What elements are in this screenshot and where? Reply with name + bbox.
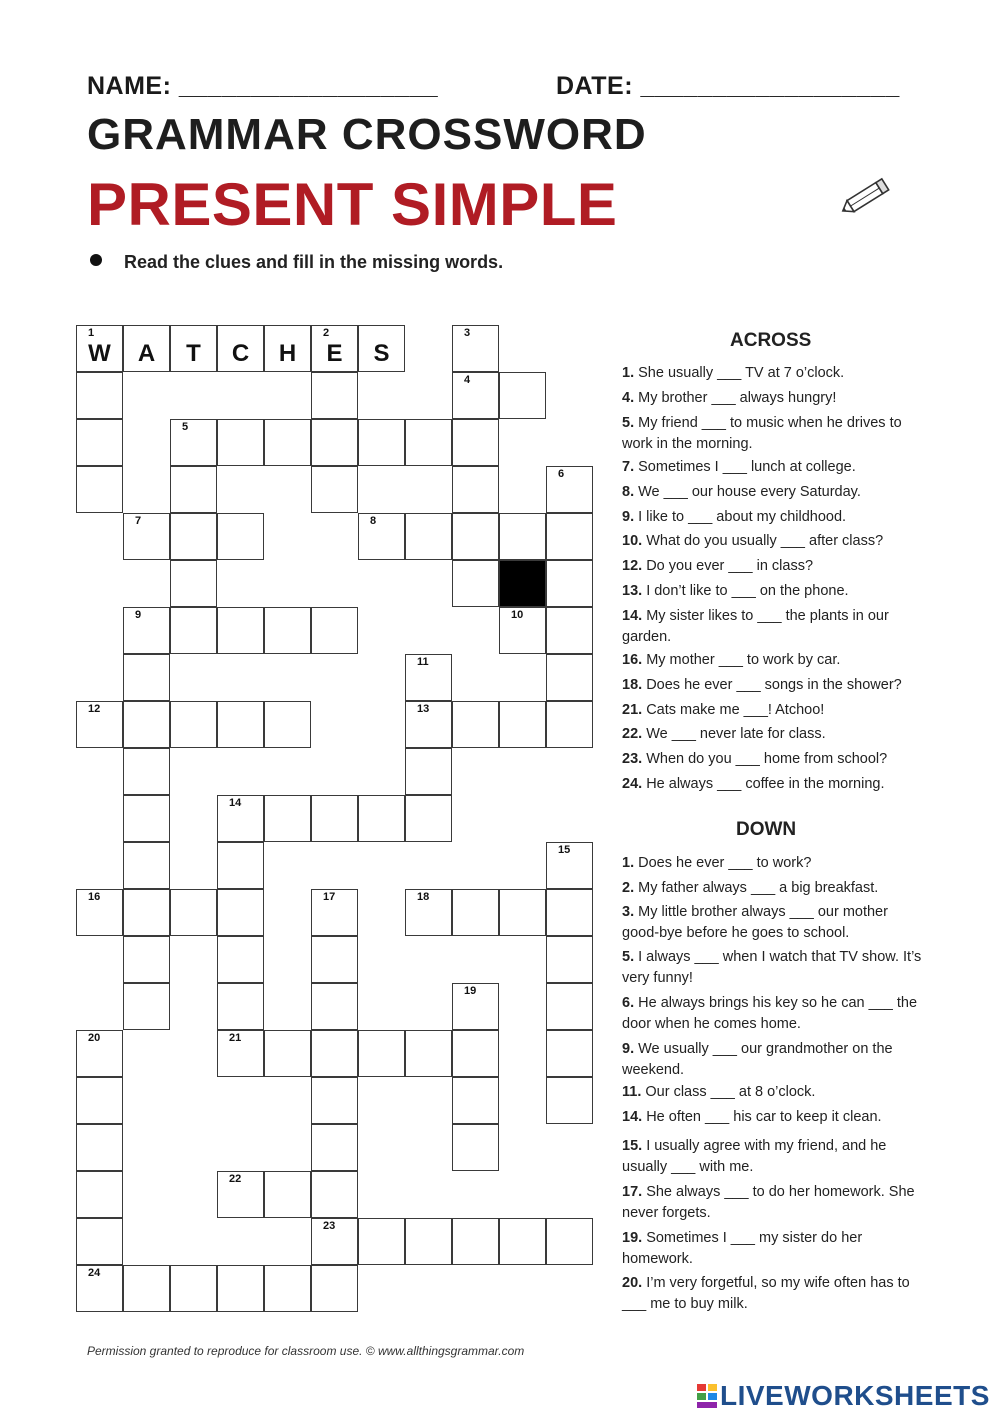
clue-num: 15. [622,1138,647,1154]
crossword-cell[interactable] [170,701,217,748]
crossword-cell[interactable] [452,1218,499,1265]
crossword-cell[interactable] [546,560,593,607]
clue-text: My mother ___ to work by car. [646,652,841,668]
crossword-cell[interactable] [546,654,593,701]
clue-number: 8 [370,515,377,527]
crossword-cell[interactable] [405,795,452,842]
crossword-cell[interactable] [123,513,170,560]
crossword-cell[interactable] [123,654,170,701]
crossword-cell[interactable] [452,372,499,419]
crossword-cell[interactable] [76,1171,123,1218]
pencil-icon [838,172,894,227]
crossword-cell[interactable] [123,795,170,842]
crossword-cell[interactable] [452,701,499,748]
crossword-cell[interactable] [452,983,499,1030]
clue-num: 21. [622,702,647,718]
clue-number: 9 [135,609,142,621]
clue-number: 18 [417,891,430,903]
clue-text: When do you ___ home from school? [646,751,888,767]
crossword-cell[interactable] [358,419,405,466]
crossword-cell[interactable] [123,701,170,748]
crossword-cell[interactable] [123,983,170,1030]
clue-number: 17 [323,891,336,903]
crossword-cell[interactable] [170,466,217,513]
crossword-cell[interactable] [311,1265,358,1312]
clue-text: What do you usually ___ after class? [646,533,884,549]
crossword-cell[interactable] [499,889,546,936]
clue-text: He always brings his key so he can ___ the door when he comes home. [622,995,918,1032]
crossword-cell[interactable] [170,513,217,560]
across-clue [622,556,922,577]
across-clue [622,581,922,602]
crossword-cell[interactable] [217,1171,264,1218]
crossword-cell[interactable] [405,1218,452,1265]
clue-text: We ___ never late for class. [646,726,826,742]
crossword-cell[interactable] [264,1265,311,1312]
across-clue [622,413,922,455]
across-clue [622,675,922,696]
clue-text: My sister likes to ___ the plants in our garden. [622,608,889,645]
crossword-cell[interactable] [358,325,405,372]
crossword-cell[interactable] [217,419,264,466]
date-field-label: DATE: __________________ [556,72,900,100]
permission-footer: Permission granted to reproduce for classroom use. © www.allthingsgrammar.com [87,1344,525,1358]
down-clue [622,1136,922,1178]
crossword-cell[interactable] [217,1030,264,1077]
clue-number: 23 [323,1220,336,1232]
clue-num: 7. [622,459,639,475]
crossword-cell[interactable] [311,1077,358,1124]
crossword-cell[interactable] [311,1030,358,1077]
crossword-cell[interactable] [311,466,358,513]
clue-text: I usually agree with my friend, and he usually ___ with me. [622,1138,887,1175]
clue-text: I like to ___ about my childhood. [638,509,847,525]
clue-num: 3. [622,904,639,920]
page-subtitle: PRESENT SIMPLE [87,171,618,238]
clue-text: Sometimes I ___ lunch at college. [638,459,856,475]
crossword-cell[interactable] [311,419,358,466]
clue-number: 1 [88,327,95,339]
clue-text: He always ___ coffee in the morning. [646,776,885,792]
crossword-cell[interactable] [123,1265,170,1312]
clue-text: My friend ___ to music when he drives to work in the morning. [622,415,902,452]
crossword-cell[interactable] [452,325,499,372]
clue-text: We usually ___ our grandmother on the weekend. [622,1041,893,1078]
crossword-cell[interactable] [76,372,123,419]
clue-num: 11. [622,1084,646,1100]
crossword-cell[interactable] [123,889,170,936]
clue-num: 1. [622,365,639,381]
across-clue [622,749,922,770]
crossword-cell[interactable] [123,842,170,889]
cell-letter: W [88,340,111,367]
crossword-cell[interactable] [358,1218,405,1265]
clue-text: I don’t like to ___ on the phone. [646,583,849,599]
name-field-label: NAME: __________________ [87,72,439,100]
clue-num: 23. [622,751,647,767]
crossword-cell[interactable] [76,889,123,936]
across-clue [622,650,922,671]
instruction-text: Read the clues and fill in the missing words. [124,252,504,272]
clue-num: 5. [622,949,639,965]
down-clue [622,853,922,874]
clue-number: 2 [323,327,330,339]
crossword-cell[interactable] [170,419,217,466]
crossword-cell[interactable] [217,889,264,936]
crossword-cell[interactable] [405,889,452,936]
page-title: GRAMMAR CROSSWORD [87,110,647,159]
clue-num: 8. [622,484,639,500]
crossword-cell[interactable] [264,419,311,466]
clue-number: 20 [88,1032,101,1044]
crossword-cell[interactable] [264,1171,311,1218]
clue-number: 7 [135,515,142,527]
clue-num: 18. [622,677,647,693]
crossword-cell[interactable] [217,983,264,1030]
crossword-cell[interactable] [546,983,593,1030]
down-clue [622,1082,922,1103]
crossword-cell[interactable] [499,1218,546,1265]
down-clue [622,902,922,944]
crossword-cell[interactable] [546,466,593,513]
crossword-cell[interactable] [264,701,311,748]
crossword-cell[interactable] [358,513,405,560]
clue-number: 15 [558,844,571,856]
crossword-cell[interactable] [499,701,546,748]
crossword-cell[interactable] [499,513,546,560]
crossword-cell[interactable] [217,936,264,983]
clue-number: 19 [464,985,477,997]
clue-number: 5 [182,421,189,433]
clue-text: She always ___ to do her homework. She never forgets. [622,1184,915,1221]
crossword-cell[interactable] [546,889,593,936]
clue-number: 10 [511,609,524,621]
across-clue [622,700,922,721]
clue-num: 2. [622,880,639,896]
crossword-cell[interactable] [170,325,217,372]
crossword-cell[interactable] [217,1265,264,1312]
crossword-cell[interactable] [452,1077,499,1124]
crossword-cell[interactable] [76,1265,123,1312]
clue-num: 12. [622,558,647,574]
crossword-cell[interactable] [217,795,264,842]
clue-num: 22. [622,726,647,742]
crossword-cell[interactable] [358,795,405,842]
crossword-cell[interactable] [264,607,311,654]
brand-text: LIVEWORKSHEETS [720,1380,990,1411]
clue-text: Cats make me ___! Atchoo! [646,702,825,718]
crossword-cell[interactable] [76,325,123,372]
crossword-cell[interactable] [170,607,217,654]
clue-text: We ___ our house every Saturday. [638,484,861,500]
liveworksheets-logo-icon [696,1383,718,1409]
down-clue [622,1107,922,1128]
across-clue [622,774,922,795]
crossword-cell[interactable] [405,654,452,701]
crossword-cell[interactable] [264,325,311,372]
crossword-cell[interactable] [405,748,452,795]
down-clue [622,878,922,899]
crossword-cell[interactable] [311,795,358,842]
crossword-cell[interactable] [311,936,358,983]
cell-letter: T [186,340,201,367]
brand-watermark[interactable] [696,1380,990,1412]
crossword-cell[interactable] [264,795,311,842]
clue-num: 9. [622,1041,639,1057]
clue-num: 4. [622,390,639,406]
crossword-cell[interactable] [311,889,358,936]
crossword-cell[interactable] [311,607,358,654]
clue-number: 22 [229,1173,242,1185]
crossword-cell[interactable] [546,607,593,654]
crossword-cell[interactable] [76,1124,123,1171]
crossword-cell[interactable] [405,513,452,560]
clue-number: 21 [229,1032,242,1044]
crossword-cell[interactable] [170,889,217,936]
down-heading: DOWN [736,819,797,840]
crossword-cell[interactable] [217,842,264,889]
crossword-cell[interactable] [311,372,358,419]
clue-num: 6. [622,995,639,1011]
clue-number: 24 [88,1267,101,1279]
down-clue [622,947,922,989]
across-clue [622,363,922,384]
crossword-cell[interactable] [452,889,499,936]
clue-number: 13 [417,703,430,715]
clue-number: 6 [558,468,565,480]
clue-num: 10. [622,533,647,549]
clue-text: Does he ever ___ to work? [638,855,812,871]
crossword-cell[interactable] [264,1030,311,1077]
clue-num: 20. [622,1275,647,1291]
cell-letter: S [373,340,390,367]
crossword-cell[interactable] [546,513,593,560]
crossword-cell[interactable] [170,1265,217,1312]
clue-num: 24. [622,776,647,792]
clue-text: My father always ___ a big breakfast. [638,880,879,896]
clue-num: 17. [622,1184,647,1200]
crossword-cell[interactable] [358,1030,405,1077]
crossword-cell[interactable] [76,701,123,748]
crossword-cell[interactable] [311,325,358,372]
crossword-cell[interactable] [217,607,264,654]
crossword-cell[interactable] [76,419,123,466]
crossword-cell[interactable] [499,372,546,419]
black-cell [499,560,546,607]
across-clue [622,507,922,528]
crossword-cell[interactable] [311,983,358,1030]
crossword-cell[interactable] [452,1124,499,1171]
crossword-cell[interactable] [546,842,593,889]
crossword-cell[interactable] [452,513,499,560]
crossword-cell[interactable] [217,325,264,372]
across-clue [622,457,922,478]
across-clue [622,531,922,552]
cell-letter: E [326,340,343,367]
across-clue [622,482,922,503]
clue-num: 1. [622,855,639,871]
clue-text: Do you ever ___ in class? [646,558,814,574]
crossword-cell[interactable] [452,466,499,513]
cell-letter: A [137,340,156,367]
crossword-cell[interactable] [405,1030,452,1077]
crossword-cell[interactable] [76,1077,123,1124]
across-clue [622,388,922,409]
clue-number: 11 [417,656,429,668]
clue-num: 14. [622,608,647,624]
down-clue [622,1182,922,1224]
across-heading: ACROSS [730,330,812,351]
crossword-cell[interactable] [76,1218,123,1265]
cell-letter: C [231,340,250,367]
clue-text: My little brother always ___ our mother good-bye before he goes to school. [622,904,888,941]
down-clue [622,993,922,1035]
crossword-cell[interactable] [123,325,170,372]
clue-text: Sometimes I ___ my sister do her homework. [622,1230,863,1267]
crossword-cell[interactable] [452,1030,499,1077]
clue-number: 16 [88,891,101,903]
crossword-cell[interactable] [546,1218,593,1265]
clue-text: I always ___ when I watch that TV show. It’s very funny! [622,949,922,986]
crossword-cell[interactable] [76,1030,123,1077]
crossword-cell[interactable] [217,513,264,560]
crossword-cell[interactable] [76,466,123,513]
crossword-cell[interactable] [123,936,170,983]
crossword-cell[interactable] [499,607,546,654]
clue-text: He often ___ his car to keep it clean. [646,1109,882,1125]
clue-num: 19. [622,1230,647,1246]
clue-text: Our class ___ at 8 o’clock. [645,1084,816,1100]
cell-letter: H [278,340,297,367]
crossword-cell[interactable] [546,1030,593,1077]
clue-text: She usually ___ TV at 7 o’clock. [638,365,845,381]
crossword-cell[interactable] [452,560,499,607]
clue-text: I’m very forgetful, so my wife often has to ___ me to buy milk. [622,1275,910,1312]
crossword-cell[interactable] [452,419,499,466]
crossword-cell[interactable] [123,748,170,795]
across-clue [622,724,922,745]
clue-number: 4 [464,374,471,386]
down-clue [622,1273,922,1315]
clue-text: Does he ever ___ songs in the shower? [646,677,902,693]
crossword-cell[interactable] [546,1077,593,1124]
clue-number: 3 [464,327,471,339]
clue-num: 9. [622,509,639,525]
clue-number: 12 [88,703,101,715]
down-clue [622,1039,922,1081]
crossword-cell[interactable] [311,1124,358,1171]
clue-num: 14. [622,1109,647,1125]
crossword-cell[interactable] [217,701,264,748]
across-clue [622,606,922,648]
crossword-cell[interactable] [405,701,452,748]
crossword-cell[interactable] [170,560,217,607]
down-clue [622,1228,922,1270]
crossword-cell[interactable] [546,701,593,748]
clue-text: My brother ___ always hungry! [638,390,837,406]
crossword-cell[interactable] [405,419,452,466]
clue-num: 13. [622,583,647,599]
crossword-cell[interactable] [123,607,170,654]
clue-number: 14 [229,797,242,809]
crossword-cell[interactable] [311,1171,358,1218]
crossword-cell[interactable] [546,936,593,983]
clue-num: 16. [622,652,647,668]
crossword-cell[interactable] [311,1218,358,1265]
clue-num: 5. [622,415,639,431]
